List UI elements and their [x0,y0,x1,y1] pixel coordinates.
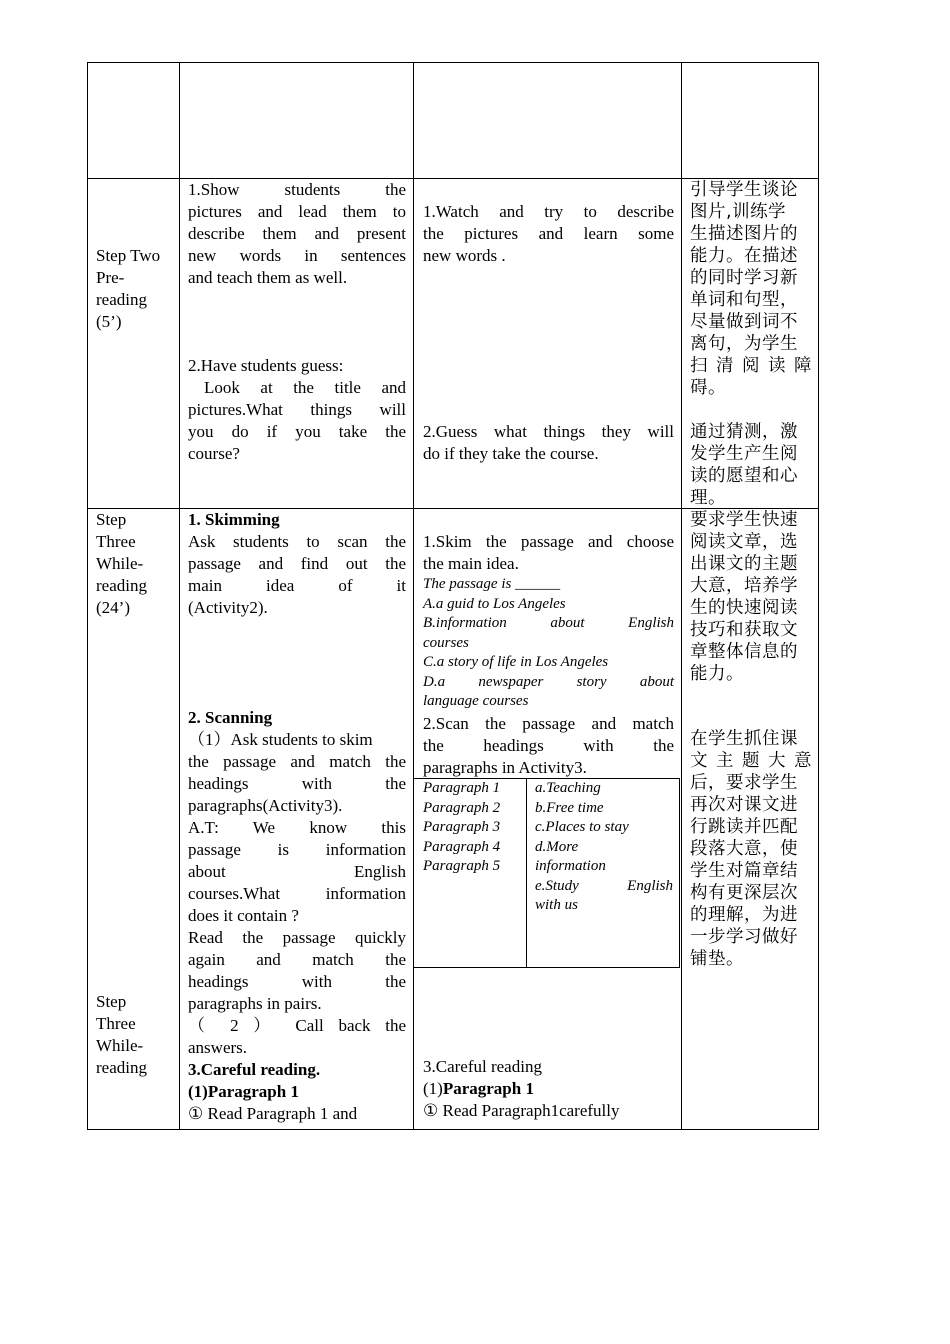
match-heading-item: c.Places to stay [535,819,629,835]
column-divider-1 [179,62,180,1130]
match-heading-item: a.Teaching [535,780,601,796]
careful-reading-student-activity: 3.Careful reading (1)Paragraph 1 ① Read Paragraph1carefully [423,1057,620,1120]
pre-reading-student-activity-2: 2.Guess what things they will do if they take the course. [423,422,674,463]
match-heading-item: with us [535,897,578,913]
table-top-border [87,62,819,63]
match-heading-list [535,779,673,916]
step-three-label-repeat: Step Three While- reading [96,992,147,1077]
match-paragraph-item: Paragraph 4 [423,838,501,855]
match-paragraph-list [423,779,523,877]
pre-reading-purpose-1: 引导学生谈论 图片,训练学 生描述图片的 能力。在描述 的同时学习新 单词和句型， 尽量做到词不 离句，为学生 扫清阅读障 碍。 [690,180,812,398]
scanning-teacher-activity: 2. Scanning （1）Ask students to skim the passage and match the headings with the paragraphs(Activity3). A.T: We know this passage is information about English courses.What information does it contain ? Read the passage quickly again and match the headings with the paragraphs in pairs. （ 2 ） Call back the answers. 3.Careful reading. (1)Paragraph 1 ① Read Paragraph 1 and [188,708,406,1123]
skimming-student-activity: 1.Skim the passage and choose the main idea. [423,532,674,573]
table-left-border [87,62,88,1130]
match-heading-item: e.Study English [535,877,673,894]
column-divider-3 [681,62,682,1130]
match-heading-item: information [535,858,606,874]
match-table-right [679,778,680,968]
scanning-student-activity: 2.Scan the passage and match the headings with the paragraphs in Activity3. [423,714,674,777]
match-heading-item: b.Free time [535,799,604,816]
pre-reading-teacher-activity-2: 2.Have students guess: Look at the title and pictures.What things will you do if you take the course? [188,356,406,463]
match-table-bottom [413,967,679,968]
table-right-border [818,62,819,1130]
main-idea-question: The passage is ______ A.a guid to Los Angeles B.information about English courses C.a story of life in Los Angeles D.a newspaper story about language courses [423,576,674,709]
skimming-teacher-activity: 1. Skimming Ask students to scan the passage and find out the main idea of it (Activity2). [188,510,406,617]
match-table-divider [526,778,527,968]
pre-reading-student-activity-1: 1.Watch and try to describe the pictures and learn some new words . [423,202,674,265]
match-paragraph-item: Paragraph 3 [423,819,501,835]
step-two-label: Step Two Pre- reading (5’) [96,246,161,331]
step-three-label: Step Three While- reading (24’) [96,510,147,617]
match-paragraph-item: Paragraph 2 [423,799,501,816]
match-paragraph-item: Paragraph 1 [423,780,501,796]
pre-reading-teacher-activity-1: 1.Show students the pictures and lead them to describe them and present new words in sentences and teach them as well. [188,180,406,287]
match-heading-item: d.More [535,838,579,855]
pre-reading-purpose-2: 通过猜测，激 发学生产生阅 读的愿望和心 理。 [690,422,798,508]
while-reading-purpose-2: 在学生抓住课 文主题大意 后，要求学生 再次对课文进 行跳读并匹配 段落大意，使 学生对篇章结 构有更深层次 的理解，为进 一步学习做好 铺垫。 [690,729,812,969]
while-reading-purpose-1: 要求学生快速 阅读文章，选 出课文的主题 大意，培养学 生的快速阅读 技巧和获取文 章整体信息的 能力。 [690,510,798,684]
column-divider-2 [413,62,414,1130]
table-bottom-border [87,1129,819,1130]
match-paragraph-item: Paragraph 5 [423,858,501,874]
